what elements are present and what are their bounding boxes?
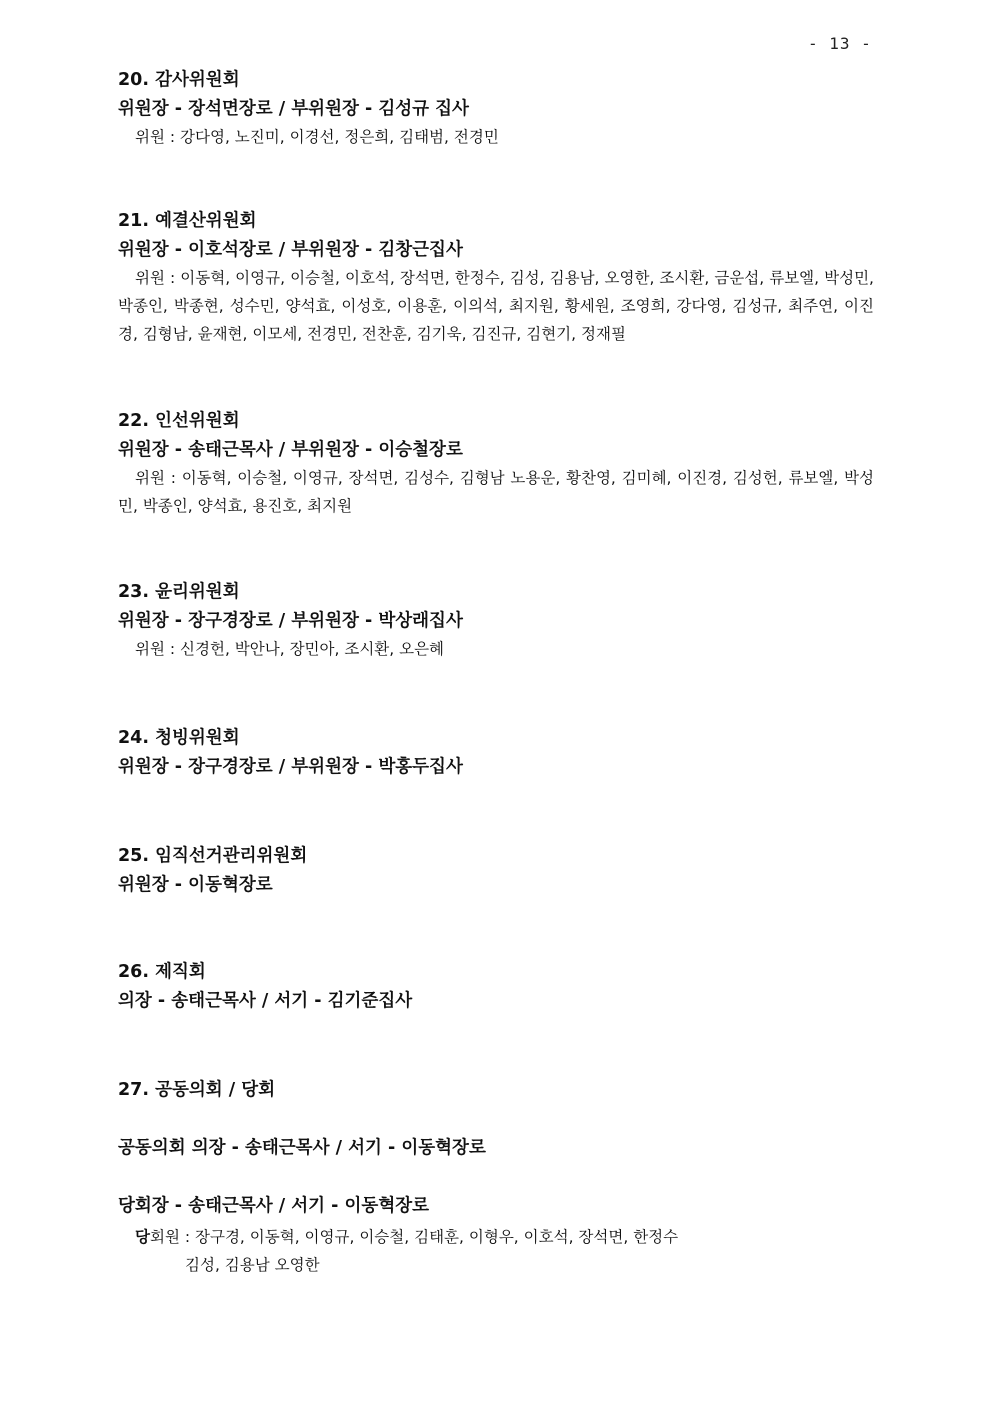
page-number: - 13 -: [808, 34, 872, 53]
session-members-line-1: [135, 1223, 855, 1251]
section-chair-line: 위원장 - 송태근목사 / 부위원장 - 이승철장로: [118, 440, 463, 460]
section-election-committee: [118, 844, 874, 897]
section-members: 위원 : 이동혁, 이영규, 이승철, 이호석, 장석면, 한정수, 김성, 김용남, 오영한, 조시환, 금운섭, 류보엘, 박성민, 박종인, 박종현, 성수민, 양석효, 이성호, 이용훈, 이의석, 최지원, 황세원, 조영희, 강다영, 김성규, 최주연, 이진경, 김형남, 윤재현, 이모세, 전경민, 전찬훈, 김기욱, 김진규, 김현기, 정재필: [118, 269, 874, 343]
section-ethics-committee: [118, 580, 874, 663]
session-members-text: 회원 : 장구경, 이동혁, 이영규, 이승철, 김태훈, 이형우, 이호석, 장석면, 한정수: [149, 1228, 679, 1246]
section-chair-line: 위원장 - 장구경장로 / 부위원장 - 박홍두집사: [118, 757, 463, 777]
session-members-line-2: 김성, 김용남 오영한: [185, 1256, 320, 1274]
section-members: 위원 : 신경헌, 박안나, 장민아, 조시환, 오은혜: [135, 640, 445, 658]
joint-assembly-chair-line: 공동의회 의장 - 송태근목사 / 서기 - 이동혁장로: [118, 1138, 486, 1158]
session-members: [135, 1223, 855, 1279]
section-nomination-committee: [118, 409, 874, 520]
section-members: 위원 : 이동혁, 이승철, 이영규, 장석면, 김성수, 김형남 노용운, 황찬영, 김미혜, 이진경, 김성헌, 류보엘, 박성민, 박종인, 양석효, 용진호, 최지원: [118, 469, 874, 515]
section-audit-committee: [118, 68, 874, 151]
section-officers-meeting: [118, 960, 874, 1013]
section-heading: 21. 예결산위원회: [118, 211, 257, 231]
section-heading: 23. 윤리위원회: [118, 582, 240, 602]
section-heading: 22. 인선위원회: [118, 411, 240, 431]
section-chair-line: 위원장 - 이호석장로 / 부위원장 - 김창근집사: [118, 240, 463, 260]
section-members: 위원 : 강다영, 노진미, 이경선, 정은희, 김태범, 전경민: [135, 128, 499, 146]
section-heading: 20. 감사위원회: [118, 70, 240, 90]
section-heading: 27. 공동의회 / 당회: [118, 1080, 276, 1100]
section-heading: 24. 청빙위원회: [118, 728, 240, 748]
section-heading: 26. 제직회: [118, 962, 206, 982]
session-chair-line: 당회장 - 송태근목사 / 서기 - 이동혁장로: [118, 1196, 430, 1216]
section-chair-line: 위원장 - 이동혁장로: [118, 875, 273, 895]
section-chair-line: 위원장 - 장석면장로 / 부위원장 - 김성규 집사: [118, 99, 469, 119]
section-joint-assembly-session: [118, 1078, 874, 1218]
section-chair-line: 위원장 - 장구경장로 / 부위원장 - 박상래집사: [118, 611, 463, 631]
session-members-label-first-char: 당: [135, 1228, 150, 1246]
section-pastor-search-committee: [118, 726, 874, 779]
section-budget-committee: [118, 209, 874, 348]
section-chair-line: 의장 - 송태근목사 / 서기 - 김기준집사: [118, 991, 413, 1011]
section-heading: 25. 임직선거관리위원회: [118, 846, 308, 866]
